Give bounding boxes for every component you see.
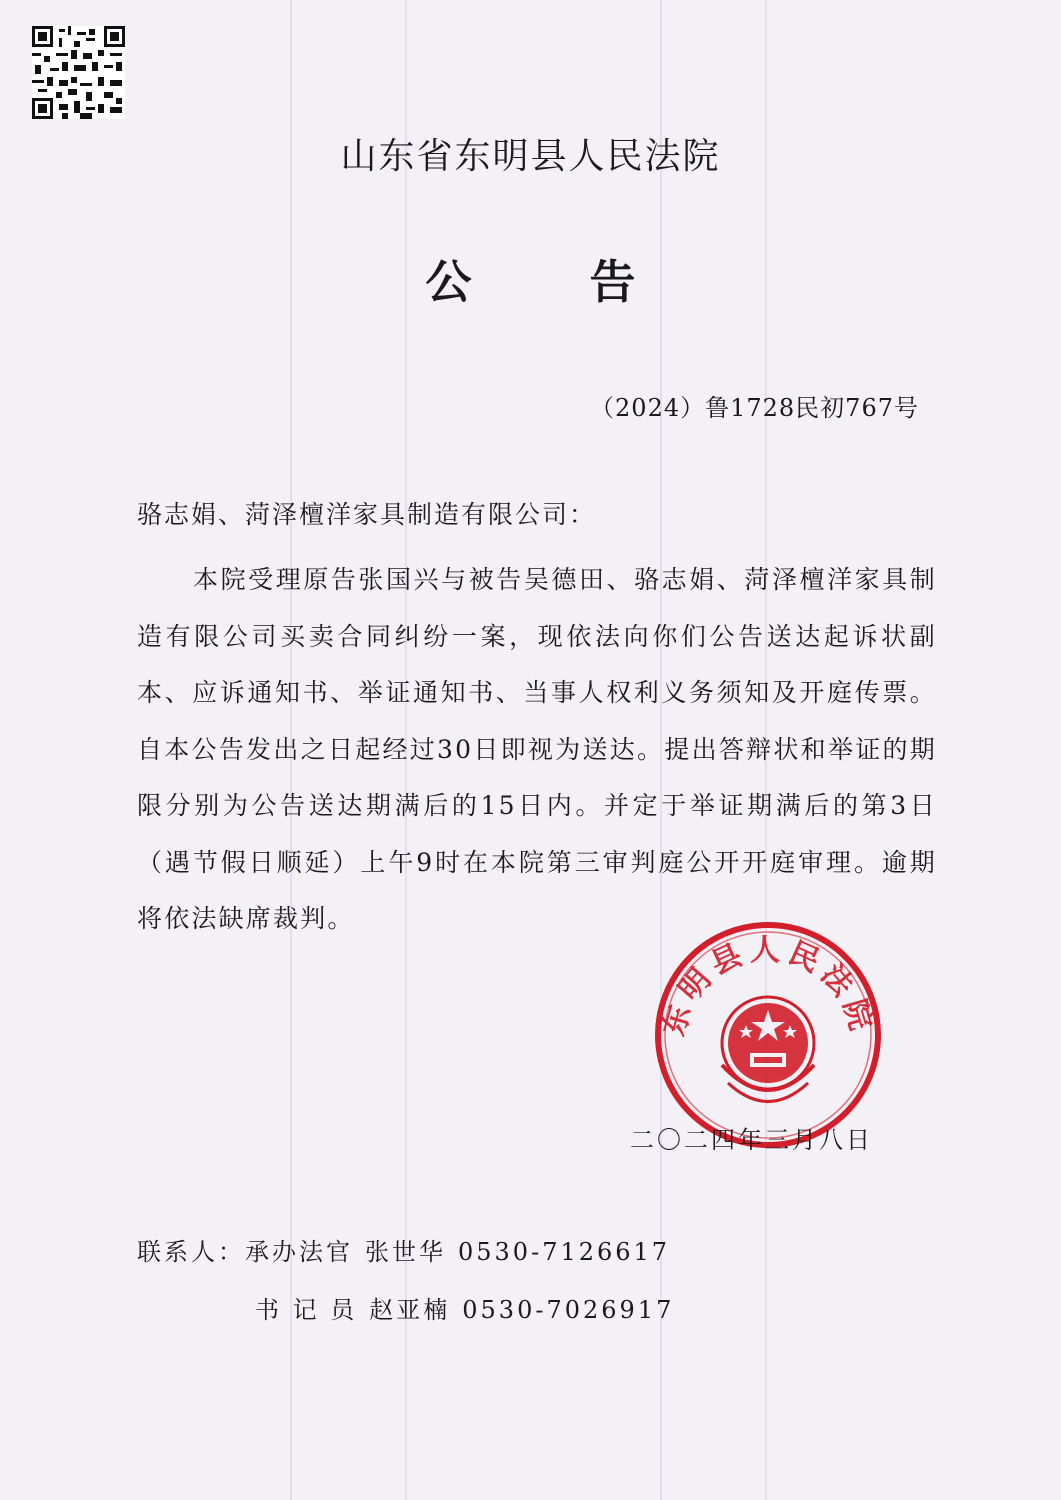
contact-judge bbox=[137, 1232, 670, 1267]
contact-phone: 0530-7026917 bbox=[462, 1296, 675, 1324]
seal-text: 东明县人民法院 bbox=[656, 932, 880, 1040]
issue-date: 二〇二四年三月八日 bbox=[630, 1126, 873, 1154]
contact-name: 赵亚楠 bbox=[369, 1296, 451, 1324]
contact-name: 张世华 bbox=[365, 1238, 446, 1266]
contact-role: 书 记 员 bbox=[255, 1296, 358, 1324]
contact-prefix: 联系人： bbox=[137, 1238, 245, 1266]
contact-role: 承办法官 bbox=[245, 1238, 353, 1266]
case-number: （2024）鲁1728民初767号 bbox=[590, 394, 919, 422]
addressee: 骆志娟、菏泽檀洋家具制造有限公司： bbox=[137, 500, 597, 529]
court-seal bbox=[648, 915, 888, 1155]
notice-body: 本院受理原告张国兴与被告吴德田、骆志娟、菏泽檀洋家具制造有限公司买卖合同纠纷一案，现依法向你们公告送达起诉状副本、应诉通知书、举证通知书、当事人权利义务须知及开庭传票。自本公告发出之日起经过30日即视为送达。提出答辩状和举证的期限分别为公告送达期满后的15日内。并定于举证期满后的第3日（遇节假日顺延）上午9时在本院第三审判庭公开开庭审理。逾期将依法缺席裁判。 bbox=[137, 565, 937, 933]
contact-phone: 0530-7126617 bbox=[458, 1238, 671, 1266]
court-name: 山东省东明县人民法院 bbox=[340, 136, 721, 177]
qr-code bbox=[32, 26, 125, 119]
contact-clerk bbox=[255, 1290, 674, 1325]
notice-title: 公告 bbox=[425, 255, 754, 309]
